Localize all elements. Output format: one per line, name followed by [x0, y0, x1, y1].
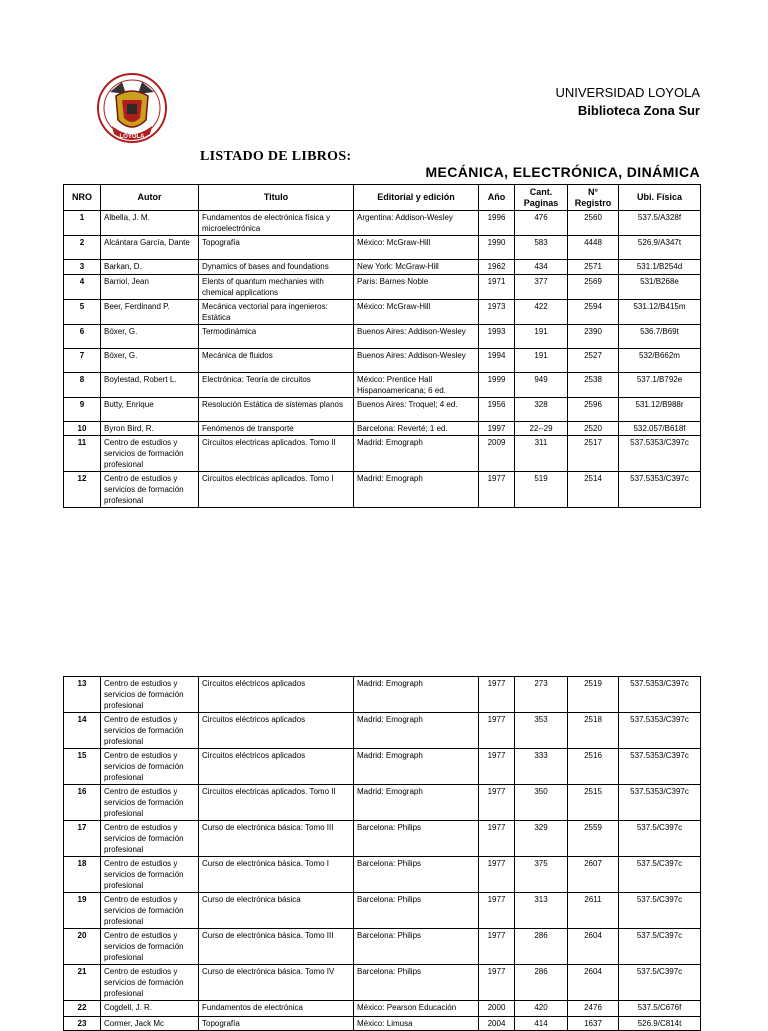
table-row — [64, 749, 701, 785]
cell-autor: Beer, Ferdinand P. — [101, 300, 199, 325]
cell-registro: 2571 — [568, 260, 619, 275]
cell-nro: 11 — [64, 436, 101, 472]
cell-ubicacion: 537.5353/C397c — [619, 713, 701, 749]
cell-autor: Butty, Enrique — [101, 398, 199, 422]
cell-titulo: Mecánica de fluidos — [199, 349, 354, 373]
col-header-anio: Año — [479, 185, 515, 211]
cell-nro: 5 — [64, 300, 101, 325]
cell-paginas: 377 — [515, 275, 568, 300]
cell-registro: 2560 — [568, 211, 619, 236]
cell-titulo: Circuitos electricas aplicados. Tomo II — [199, 785, 354, 821]
cell-autor: Centro de estudios y servicios de formación profesional — [101, 929, 199, 965]
cell-titulo: Curso de electrónica básica. Tomo IV — [199, 965, 354, 1001]
listing-title: LISTADO DE LIBROS: — [200, 149, 352, 164]
cell-anio: 1971 — [479, 275, 515, 300]
cell-nro: 12 — [64, 472, 101, 508]
cell-anio: 1999 — [479, 373, 515, 398]
cell-nro: 2 — [64, 236, 101, 260]
cell-titulo: Topografía — [199, 1017, 354, 1031]
cell-editorial: Madrid: Emograph — [354, 749, 479, 785]
cell-titulo: Fenómenos de transporte — [199, 422, 354, 436]
col-header-autor: Autor — [101, 185, 199, 211]
cell-editorial: Argentina: Addison-Wesley — [354, 211, 479, 236]
cell-registro: 1637 — [568, 1017, 619, 1031]
cell-paginas: 273 — [515, 677, 568, 713]
cell-anio: 1977 — [479, 821, 515, 857]
cell-registro: 2538 — [568, 373, 619, 398]
cell-editorial: Buenos Aires: Addison-Wesley — [354, 349, 479, 373]
cell-paginas: 333 — [515, 749, 568, 785]
table-row — [64, 236, 701, 260]
cell-paginas: 422 — [515, 300, 568, 325]
cell-ubicacion: 532/B662m — [619, 349, 701, 373]
cell-paginas: 286 — [515, 965, 568, 1001]
cell-paginas: 286 — [515, 929, 568, 965]
cell-titulo: Curso de electrónica básica — [199, 893, 354, 929]
cell-autor: Byron Bird, R. — [101, 422, 199, 436]
cell-ubicacion: 537.5353/C397c — [619, 436, 701, 472]
cell-editorial: Buenos Aires: Addison-Wesley — [354, 325, 479, 349]
cell-autor: Bóxer, G. — [101, 325, 199, 349]
cell-anio: 1990 — [479, 236, 515, 260]
table-row — [64, 857, 701, 893]
cell-anio: 1977 — [479, 965, 515, 1001]
cell-editorial: Barcelona: Philips — [354, 857, 479, 893]
cell-registro: 2604 — [568, 929, 619, 965]
cell-autor: Centro de estudios y servicios de formación profesional — [101, 821, 199, 857]
table-row — [64, 275, 701, 300]
cell-anio: 1973 — [479, 300, 515, 325]
cell-titulo: Curso de electrónica básica: Tomo III — [199, 821, 354, 857]
cell-ubicacion: 537.5353/C397c — [619, 677, 701, 713]
cell-paginas: 191 — [515, 349, 568, 373]
table-row — [64, 373, 701, 398]
table-row — [64, 929, 701, 965]
cell-editorial: Buenos Aires: Troquel; 4 ed. — [354, 398, 479, 422]
cell-titulo: Circuitos eléctricos aplicados — [199, 677, 354, 713]
cell-autor: Cogdell, J. R. — [101, 1001, 199, 1017]
cell-nro: 9 — [64, 398, 101, 422]
cell-editorial: México: Pearson Educación — [354, 1001, 479, 1017]
cell-paginas: 329 — [515, 821, 568, 857]
table-header-row — [64, 185, 701, 211]
cell-titulo: Fundamentos de electrónica — [199, 1001, 354, 1017]
cell-paginas: 375 — [515, 857, 568, 893]
col-header-ubicacion: Ubi. Física — [619, 185, 701, 211]
cell-editorial: Madrid: Emograph — [354, 472, 479, 508]
cell-ubicacion: 532.057/B618f — [619, 422, 701, 436]
cell-autor: Boylestad, Robert L. — [101, 373, 199, 398]
cell-registro: 2559 — [568, 821, 619, 857]
cell-registro: 2594 — [568, 300, 619, 325]
cell-ubicacion: 537.5/C397c — [619, 929, 701, 965]
cell-anio: 2004 — [479, 1017, 515, 1031]
cell-titulo: Circuitos electricas aplicados. Tomo I — [199, 472, 354, 508]
cell-nro: 22 — [64, 1001, 101, 1017]
university-crest-icon — [96, 72, 168, 148]
cell-ubicacion: 537.5/C676f — [619, 1001, 701, 1017]
cell-anio: 1977 — [479, 749, 515, 785]
table-row — [64, 436, 701, 472]
cell-ubicacion: 531.1/B254d — [619, 260, 701, 275]
cell-editorial: Madrid: Emograph — [354, 677, 479, 713]
cell-paginas: 353 — [515, 713, 568, 749]
cell-nro: 17 — [64, 821, 101, 857]
cell-titulo: Circuitos eléctricos aplicados — [199, 713, 354, 749]
table-row — [64, 300, 701, 325]
cell-paginas: 311 — [515, 436, 568, 472]
cell-registro: 2514 — [568, 472, 619, 508]
cell-autor: Albella, J. M. — [101, 211, 199, 236]
cell-editorial: Paris: Barnes Noble — [354, 275, 479, 300]
cell-nro: 4 — [64, 275, 101, 300]
table-row — [64, 785, 701, 821]
cell-ubicacion: 537.5/C397c — [619, 893, 701, 929]
table-row — [64, 677, 701, 713]
cell-anio: 1977 — [479, 929, 515, 965]
cell-ubicacion: 536.7/B69t — [619, 325, 701, 349]
cell-paginas: 191 — [515, 325, 568, 349]
cell-ubicacion: 537.5/C397c — [619, 857, 701, 893]
col-header-registro: N° Registro — [568, 185, 619, 211]
cell-editorial: Madrid: Emograph — [354, 713, 479, 749]
cell-anio: 1993 — [479, 325, 515, 349]
cell-titulo: Fundamentos de electrónica física y microelectrónica — [199, 211, 354, 236]
cell-editorial: New York: McGraw-Hill — [354, 260, 479, 275]
cell-autor: Centro de estudios y servicios de formación profesional — [101, 677, 199, 713]
cell-ubicacion: 537.5/C397c — [619, 965, 701, 1001]
col-header-editorial: Editorial y edición — [354, 185, 479, 211]
cell-anio: 1977 — [479, 893, 515, 929]
cell-ubicacion: 537.5353/C397c — [619, 472, 701, 508]
cell-anio: 1977 — [479, 713, 515, 749]
cell-editorial: Barcelona: Philips — [354, 965, 479, 1001]
cell-anio: 1996 — [479, 211, 515, 236]
cell-nro: 10 — [64, 422, 101, 436]
cell-anio: 1977 — [479, 785, 515, 821]
cell-anio: 1994 — [479, 349, 515, 373]
cell-nro: 21 — [64, 965, 101, 1001]
books-table-page1 — [63, 184, 701, 508]
cell-autor: Centro de estudios y servicios de formación profesional — [101, 857, 199, 893]
cell-autor: Barkan, D. — [101, 260, 199, 275]
cell-paginas: 519 — [515, 472, 568, 508]
cell-nro: 13 — [64, 677, 101, 713]
cell-nro: 23 — [64, 1017, 101, 1031]
cell-autor: Centro de estudios y servicios de formación profesional — [101, 785, 199, 821]
cell-registro: 2515 — [568, 785, 619, 821]
cell-nro: 8 — [64, 373, 101, 398]
cell-editorial: Barcelona: Philips — [354, 893, 479, 929]
cell-titulo: Resolución Estática de sistemas planos — [199, 398, 354, 422]
table-row — [64, 398, 701, 422]
table-row — [64, 821, 701, 857]
cell-paginas: 22--29 — [515, 422, 568, 436]
cell-nro: 6 — [64, 325, 101, 349]
cell-anio: 1997 — [479, 422, 515, 436]
cell-titulo: Elents of quantum mechanies with chemical applications — [199, 275, 354, 300]
cell-registro: 2519 — [568, 677, 619, 713]
books-table-page2 — [63, 676, 701, 1031]
table-row — [64, 260, 701, 275]
cell-ubicacion: 531.12/B415m — [619, 300, 701, 325]
table-row — [64, 965, 701, 1001]
cell-ubicacion: 531/B268e — [619, 275, 701, 300]
cell-titulo: Curso de electrónica básica. Tomo I — [199, 857, 354, 893]
cell-registro: 2476 — [568, 1001, 619, 1017]
cell-paginas: 414 — [515, 1017, 568, 1031]
cell-paginas: 313 — [515, 893, 568, 929]
cell-autor: Barriol, Jean — [101, 275, 199, 300]
cell-editorial: México: McGraw-Hill — [354, 236, 479, 260]
cell-anio: 2009 — [479, 436, 515, 472]
cell-paginas: 583 — [515, 236, 568, 260]
cell-editorial: Madrid: Emograph — [354, 436, 479, 472]
cell-anio: 1977 — [479, 857, 515, 893]
table-row — [64, 349, 701, 373]
cell-autor: Centro de estudios y servicios de formación profesional — [101, 965, 199, 1001]
cell-paginas: 328 — [515, 398, 568, 422]
library-name: Biblioteca Zona Sur — [577, 103, 700, 118]
cell-ubicacion: 537.5/A328f — [619, 211, 701, 236]
col-header-nro: NRO — [64, 185, 101, 211]
cell-paginas: 420 — [515, 1001, 568, 1017]
cell-autor: Bóxer, G. — [101, 349, 199, 373]
cell-autor: Alcántara García, Dante — [101, 236, 199, 260]
cell-registro: 2390 — [568, 325, 619, 349]
cell-autor: Centro de estudios y servicios de formación profesional — [101, 436, 199, 472]
cell-titulo: Termodinámica — [199, 325, 354, 349]
cell-autor: Centro de estudios y servicios de formación profesional — [101, 749, 199, 785]
cell-nro: 19 — [64, 893, 101, 929]
cell-anio: 1977 — [479, 472, 515, 508]
cell-titulo: Circuitos electricas aplicados. Tomo II — [199, 436, 354, 472]
cell-ubicacion: 537.5/C397c — [619, 821, 701, 857]
cell-registro: 2604 — [568, 965, 619, 1001]
cell-ubicacion: 531.12/B988r — [619, 398, 701, 422]
cell-nro: 18 — [64, 857, 101, 893]
cell-anio: 2000 — [479, 1001, 515, 1017]
cell-registro: 2607 — [568, 857, 619, 893]
cell-titulo: Circuitos eléctricos aplicados — [199, 749, 354, 785]
table-row — [64, 472, 701, 508]
table-row — [64, 1001, 701, 1017]
cell-titulo: Mecánica vectorial para ingenieros: Estática — [199, 300, 354, 325]
col-header-paginas: Cant. Paginas — [515, 185, 568, 211]
cell-nro: 14 — [64, 713, 101, 749]
table-row — [64, 422, 701, 436]
table-row — [64, 713, 701, 749]
cell-editorial: México: Limusa — [354, 1017, 479, 1031]
cell-ubicacion: 537.5353/C397c — [619, 749, 701, 785]
cell-nro: 7 — [64, 349, 101, 373]
cell-titulo: Electrónica: Teoría de circuitos — [199, 373, 354, 398]
cell-titulo: Topografía — [199, 236, 354, 260]
cell-registro: 4448 — [568, 236, 619, 260]
cell-paginas: 476 — [515, 211, 568, 236]
cell-nro: 16 — [64, 785, 101, 821]
university-name: UNIVERSIDAD LOYOLA — [555, 85, 700, 100]
cell-registro: 2516 — [568, 749, 619, 785]
cell-ubicacion: 537.5353/C397c — [619, 785, 701, 821]
cell-nro: 20 — [64, 929, 101, 965]
table-row — [64, 211, 701, 236]
cell-nro: 1 — [64, 211, 101, 236]
table-row — [64, 893, 701, 929]
cell-autor: Centro de estudios y servicios de formación profesional — [101, 472, 199, 508]
cell-registro: 2569 — [568, 275, 619, 300]
cell-registro: 2518 — [568, 713, 619, 749]
cell-titulo: Curso de electrónica básica. Tomo III — [199, 929, 354, 965]
cell-ubicacion: 537.1/B792e — [619, 373, 701, 398]
col-header-titulo: Titulo — [199, 185, 354, 211]
cell-anio: 1962 — [479, 260, 515, 275]
cell-anio: 1977 — [479, 677, 515, 713]
cell-registro: 2517 — [568, 436, 619, 472]
cell-registro: 2527 — [568, 349, 619, 373]
cell-paginas: 434 — [515, 260, 568, 275]
table-row — [64, 325, 701, 349]
cell-anio: 1956 — [479, 398, 515, 422]
cell-editorial: Madrid: Emograph — [354, 785, 479, 821]
cell-editorial: Barcelona: Philips — [354, 821, 479, 857]
cell-autor: Cormer, Jack Mc — [101, 1017, 199, 1031]
cell-autor: Centro de estudios y servicios de formación profesional — [101, 893, 199, 929]
cell-ubicacion: 526.9/C814t — [619, 1017, 701, 1031]
cell-registro: 2520 — [568, 422, 619, 436]
cell-titulo: Dynamics of bases and foundations — [199, 260, 354, 275]
cell-editorial: México: McGraw-Hill — [354, 300, 479, 325]
cell-editorial: Barcelona: Philips — [354, 929, 479, 965]
cell-editorial: México: Prentice Hall Hispanoamericana; 6 ed. — [354, 373, 479, 398]
cell-paginas: 350 — [515, 785, 568, 821]
cell-paginas: 949 — [515, 373, 568, 398]
cell-nro: 15 — [64, 749, 101, 785]
cell-ubicacion: 526.9/A347t — [619, 236, 701, 260]
cell-autor: Centro de estudios y servicios de formación profesional — [101, 713, 199, 749]
subject-title: MECÁNICA, ELECTRÓNICA, DINÁMICA — [425, 164, 700, 180]
crest-text: LOYOLA — [119, 134, 145, 140]
university-block — [556, 84, 701, 120]
cell-editorial: Barcelona: Reverté; 1 ed. — [354, 422, 479, 436]
cell-registro: 2596 — [568, 398, 619, 422]
cell-registro: 2611 — [568, 893, 619, 929]
cell-nro: 3 — [64, 260, 101, 275]
